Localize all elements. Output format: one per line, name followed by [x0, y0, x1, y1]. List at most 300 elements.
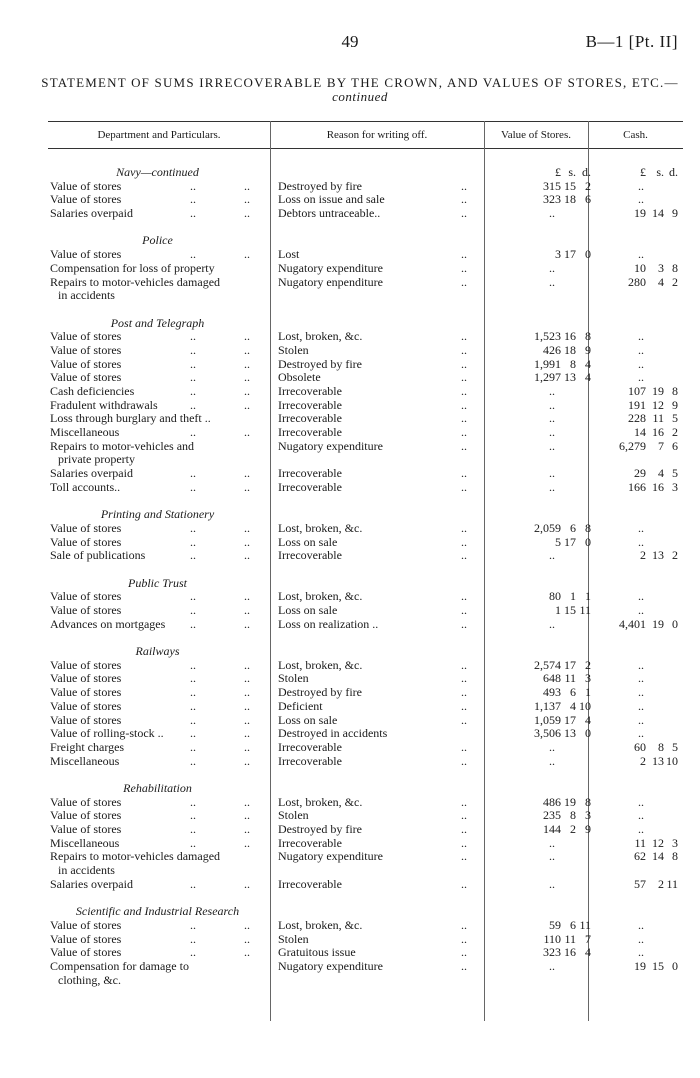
nil-dots: ..: [549, 876, 555, 891]
row-spacer: [0, 303, 700, 317]
table-row: [0, 536, 700, 550]
amount-pounds: 29: [634, 466, 646, 481]
amount-pounds: 191: [628, 397, 646, 412]
row-particulars: Miscellaneous .. ..: [50, 753, 250, 768]
row-particulars: Value of stores .. ..: [50, 822, 250, 836]
table-row: [0, 385, 700, 399]
table-row: [0, 180, 700, 194]
row-reason: Stolen ..: [278, 931, 467, 946]
row-reason: Destroyed by fire ..: [278, 178, 467, 193]
leader-dots: ..: [244, 671, 250, 686]
amount-pounds: 2,574: [534, 657, 561, 672]
leader-dots: ..: [190, 247, 196, 262]
amount-shillings: 4: [658, 274, 664, 289]
amount-pence: 7: [585, 931, 591, 946]
nil-dots: ..: [638, 247, 644, 262]
page-number: 49: [341, 32, 359, 51]
row-reason: Destroyed by fire ..: [278, 822, 467, 836]
row-reason: Irrecoverable ..: [278, 425, 467, 440]
leader-dots: ..: [190, 589, 196, 604]
row-reason: Lost, broken, &c. ..: [278, 329, 467, 344]
section-label: Police: [142, 233, 173, 248]
amount-shillings: 8: [570, 808, 576, 823]
amount-pounds: 144: [543, 822, 561, 836]
amount-pounds: 315: [543, 178, 561, 193]
amount-pence: 4: [585, 370, 591, 385]
row-particulars: Value of stores .. ..: [50, 329, 250, 344]
amount-pounds: 5: [555, 534, 561, 549]
row-particulars: Fradulent withdrawals .. ..: [50, 397, 250, 412]
amount-pounds: 59: [549, 917, 561, 932]
leader-dots: ..: [190, 917, 196, 932]
page-title: [40, 76, 680, 104]
amount-pence: 0: [672, 616, 678, 631]
leader-dots: ..: [190, 822, 196, 836]
row-particulars: Value of stores .. ..: [50, 520, 250, 535]
row-reason: Irrecoverable ..: [278, 397, 467, 412]
nil-dots: ..: [549, 753, 555, 768]
leader-dots: ..: [244, 370, 250, 385]
amount-pounds: 2,059: [534, 520, 561, 535]
leader-dots: ..: [244, 178, 250, 193]
table-row: [0, 276, 700, 290]
row-particulars: Value of stores .. ..: [50, 698, 250, 713]
nil-dots: ..: [638, 822, 644, 836]
row-reason: Irrecoverable ..: [278, 466, 467, 481]
header-reason: Reason for writing off.: [326, 129, 428, 141]
leader-dots: ..: [461, 438, 467, 453]
amount-pence: 5: [672, 466, 678, 481]
amount-shillings: 8: [570, 356, 576, 371]
amount-pounds: 1: [555, 603, 561, 617]
nil-dots: ..: [638, 192, 644, 207]
amount-pence: 1: [585, 685, 591, 700]
nil-dots: ..: [638, 329, 644, 344]
section-heading: [0, 166, 700, 180]
amount-shillings: 4: [570, 698, 576, 713]
leader-dots: ..: [461, 397, 467, 412]
leader-dots: ..: [244, 657, 250, 672]
header-cash: Cash.: [623, 129, 648, 141]
nil-dots: ..: [549, 384, 555, 398]
page-reference: B—1 [Pt. II]: [585, 32, 678, 51]
table-row: [0, 522, 700, 536]
amount-pence: 8: [585, 329, 591, 344]
amount-pence: 3: [585, 671, 591, 686]
leader-dots: ..: [244, 917, 250, 932]
table-row: [0, 960, 700, 974]
leader-dots: ..: [244, 425, 250, 440]
row-spacer: [0, 495, 700, 509]
table-row: [0, 549, 700, 563]
table-row: [0, 590, 700, 604]
nil-dots: ..: [638, 178, 644, 193]
amount-pounds: 493: [543, 685, 561, 700]
leader-dots: ..: [190, 329, 196, 344]
leader-dots: ..: [461, 931, 467, 946]
leader-dots: ..: [244, 794, 250, 809]
title-main: STATEMENT OF SUMS IRRECOVERABLE BY THE CROWN, AND VALUES OF STORES, ETC.—: [41, 75, 679, 90]
section-heading: [0, 782, 700, 796]
amount-pounds: 3,506: [534, 726, 561, 741]
row-reason: Lost, broken, &c. ..: [278, 657, 467, 672]
amount-shillings: 16: [564, 329, 576, 344]
row-spacer: [0, 631, 700, 645]
section-heading: [0, 905, 700, 919]
row-particulars: Freight charges .. ..: [50, 739, 250, 754]
nil-dots: ..: [638, 726, 644, 741]
nil-dots: ..: [638, 520, 644, 535]
row-reason: Irrecoverable ..: [278, 411, 467, 426]
amount-pence: 5: [672, 411, 678, 426]
section-label: Post and Telegraph: [110, 315, 205, 330]
row-reason: Nugatory expenditure ..: [278, 958, 467, 973]
leader-dots: ..: [461, 685, 467, 700]
row-particulars: Value of stores .. ..: [50, 534, 250, 549]
table-row: [0, 878, 700, 892]
amount-pence: 5: [672, 739, 678, 754]
amount-pence: 10: [579, 698, 591, 713]
table-row: [0, 741, 700, 755]
row-reason: Lost, broken, &c. ..: [278, 589, 467, 604]
amount-shillings: 13: [564, 726, 576, 741]
section-heading: [0, 645, 700, 659]
nil-dots: ..: [638, 685, 644, 700]
leader-dots: ..: [461, 411, 467, 426]
leader-dots: ..: [461, 356, 467, 371]
leader-dots: ..: [461, 178, 467, 193]
amount-pounds: 62: [634, 849, 646, 864]
leader-dots: ..: [244, 753, 250, 768]
section-label: Printing and Stationery: [100, 507, 215, 522]
leader-dots: ..: [461, 876, 467, 891]
table-row: [0, 700, 700, 714]
amount-pounds: 19: [634, 206, 646, 221]
table-row: [0, 919, 700, 933]
row-particulars: clothing, &c.: [58, 972, 121, 987]
amount-shillings: 15: [652, 958, 664, 973]
row-reason: Loss on issue and sale ..: [278, 192, 467, 207]
leader-dots: ..: [190, 397, 196, 412]
leader-dots: ..: [461, 958, 467, 973]
leader-dots: ..: [190, 603, 196, 617]
leader-dots: ..: [244, 329, 250, 344]
leader-dots: ..: [190, 520, 196, 535]
leader-dots: ..: [461, 603, 467, 617]
row-particulars: Value of stores .. ..: [50, 247, 250, 262]
leader-dots: ..: [190, 384, 196, 398]
amount-pounds: 2: [640, 548, 646, 563]
title-suffix: continued: [332, 89, 388, 104]
amount-pounds: 1,523: [534, 329, 561, 344]
row-particulars: Advances on mortgages .. ..: [50, 616, 250, 631]
row-reason: Loss on sale ..: [278, 603, 467, 617]
row-particulars: Repairs to motor-vehicles and: [50, 438, 195, 453]
table-row: [0, 344, 700, 358]
amount-shillings: 17: [564, 657, 576, 672]
amount-pounds: 486: [543, 794, 561, 809]
table-row: [0, 330, 700, 344]
nil-dots: ..: [549, 958, 555, 973]
row-particulars: Salaries overpaid .. ..: [50, 206, 250, 221]
amount-shillings: 19: [652, 616, 664, 631]
amount-pounds: 166: [628, 479, 646, 494]
amount-shillings: 12: [652, 835, 664, 850]
leader-dots: ..: [190, 616, 196, 631]
nil-dots: ..: [549, 274, 555, 289]
row-particulars: Value of stores .. ..: [50, 685, 250, 700]
leader-dots: ..: [461, 835, 467, 850]
leader-dots: ..: [461, 206, 467, 221]
amount-pounds: 1,991: [534, 356, 561, 371]
amount-pence: 1: [585, 589, 591, 604]
leader-dots: ..: [461, 274, 467, 289]
leader-dots: ..: [244, 466, 250, 481]
table-row: [0, 974, 700, 988]
amount-shillings: 1: [570, 589, 576, 604]
row-reason: Irrecoverable ..: [278, 753, 467, 768]
table-row: [0, 823, 700, 837]
amount-pounds: 235: [543, 808, 561, 823]
nil-dots: ..: [638, 589, 644, 604]
leader-dots: ..: [190, 739, 196, 754]
leader-dots: ..: [461, 794, 467, 809]
nil-dots: ..: [638, 356, 644, 371]
amount-shillings: 7: [658, 438, 664, 453]
leader-dots: ..: [190, 698, 196, 713]
amount-pounds: 1,059: [534, 712, 561, 727]
row-particulars: Salaries overpaid .. ..: [50, 466, 250, 481]
leader-dots: ..: [461, 698, 467, 713]
row-particulars: Miscellaneous .. ..: [50, 835, 250, 850]
amount-pence: 2: [585, 178, 591, 193]
row-reason: Lost ..: [278, 247, 467, 262]
amount-pounds: 10: [634, 260, 646, 275]
amount-shillings: 13: [564, 370, 576, 385]
leader-dots: ..: [244, 356, 250, 371]
leader-dots: ..: [190, 685, 196, 700]
amount-pence: 9: [672, 206, 678, 221]
amount-pounds: 3: [555, 247, 561, 262]
leader-dots: ..: [244, 712, 250, 727]
amount-shillings: 18: [564, 192, 576, 207]
nil-dots: ..: [638, 917, 644, 932]
leader-dots: ..: [461, 808, 467, 823]
leader-dots: ..: [190, 425, 196, 440]
table-row: [0, 864, 700, 878]
leader-dots: ..: [190, 370, 196, 385]
amount-shillings: 2: [658, 876, 664, 891]
amount-pounds: 228: [628, 411, 646, 426]
leader-dots: ..: [461, 616, 467, 631]
leader-dots: ..: [190, 479, 196, 494]
amount-pence: 2: [672, 425, 678, 440]
leader-dots: ..: [190, 794, 196, 809]
leader-dots: ..: [461, 822, 467, 836]
row-particulars: Value of stores .. ..: [50, 657, 250, 672]
row-particulars: Value of rolling-stock .. .. ..: [50, 726, 250, 741]
table-row: [0, 796, 700, 810]
table-row: [0, 946, 700, 960]
leader-dots: ..: [461, 589, 467, 604]
row-particulars: Value of stores .. ..: [50, 917, 250, 932]
leader-dots: ..: [461, 260, 467, 275]
leader-dots: ..: [244, 945, 250, 960]
leader-dots: ..: [244, 616, 250, 631]
amount-pence: 10: [666, 753, 678, 768]
leader-dots: ..: [244, 192, 250, 207]
amount-pence: 9: [585, 822, 591, 836]
nil-dots: ..: [638, 370, 644, 385]
nil-dots: ..: [638, 808, 644, 823]
amount-pence: 4: [585, 945, 591, 960]
leader-dots: ..: [461, 945, 467, 960]
leader-dots: ..: [244, 520, 250, 535]
nil-dots: ..: [638, 712, 644, 727]
leader-dots: ..: [190, 657, 196, 672]
amount-pence: 2: [585, 657, 591, 672]
table-row: [0, 850, 700, 864]
amount-pence: 11: [579, 603, 591, 617]
amount-pounds: 426: [543, 342, 561, 357]
nil-dots: ..: [549, 835, 555, 850]
table-row: [0, 837, 700, 851]
leader-dots: ..: [190, 548, 196, 563]
amount-pence: 11: [666, 876, 678, 891]
leader-dots: ..: [244, 342, 250, 357]
amount-shillings: 17: [564, 534, 576, 549]
table-row: [0, 933, 700, 947]
leader-dots: ..: [244, 739, 250, 754]
leader-dots: ..: [190, 876, 196, 891]
table-row: [0, 604, 700, 618]
leader-dots: ..: [190, 931, 196, 946]
amount-shillings: 6: [570, 917, 576, 932]
row-particulars: Value of stores .. ..: [50, 370, 250, 385]
section-label: Public Trust: [127, 575, 187, 590]
leader-dots: ..: [461, 192, 467, 207]
amount-pounds: 60: [634, 739, 646, 754]
amount-shillings: 12: [652, 397, 664, 412]
table-row: [0, 686, 700, 700]
row-reason: Lost, broken, &c. ..: [278, 794, 467, 809]
leader-dots: ..: [190, 753, 196, 768]
nil-dots: ..: [638, 671, 644, 686]
amount-shillings: 11: [652, 411, 664, 426]
amount-pounds: 323: [543, 192, 561, 207]
row-particulars: Cash deficiencies .. ..: [50, 384, 250, 398]
leader-dots: ..: [190, 342, 196, 357]
amount-shillings: 13: [652, 753, 664, 768]
amount-pounds: 11: [634, 835, 646, 850]
leader-dots: ..: [244, 247, 250, 262]
amount-shillings: 13: [652, 548, 664, 563]
leader-dots: ..: [461, 425, 467, 440]
table-row: [0, 207, 700, 221]
amount-shillings: 18: [564, 342, 576, 357]
nil-dots: ..: [549, 397, 555, 412]
leader-dots: ..: [244, 685, 250, 700]
leader-dots: ..: [461, 247, 467, 262]
amount-pounds: 1,137: [534, 698, 561, 713]
amount-shillings: 17: [564, 247, 576, 262]
nil-dots: ..: [549, 206, 555, 221]
section-label: Scientific and Industrial Research: [75, 904, 240, 919]
header-particulars: Department and Particulars.: [97, 129, 221, 141]
row-particulars: Value of stores .. ..: [50, 931, 250, 946]
amount-shillings: 15: [564, 603, 576, 617]
amount-pence: 3: [585, 808, 591, 823]
row-particulars: Toll accounts.. .. ..: [50, 479, 250, 494]
leader-dots: ..: [190, 671, 196, 686]
leader-dots: ..: [244, 548, 250, 563]
table-row: [0, 672, 700, 686]
table-row: [0, 618, 700, 632]
amount-shillings: 2: [570, 822, 576, 836]
amount-pounds: 110: [543, 931, 561, 946]
leader-dots: ..: [461, 384, 467, 398]
leader-dots: ..: [461, 657, 467, 672]
table-row: [0, 399, 700, 413]
nil-dots: ..: [638, 931, 644, 946]
amount-pence: 3: [672, 835, 678, 850]
row-particulars: Loss through burglary and theft ..: [50, 411, 211, 426]
leader-dots: ..: [461, 534, 467, 549]
row-reason: Gratuitous issue ..: [278, 945, 467, 960]
leader-dots: ..: [190, 206, 196, 221]
row-reason: Irrecoverable ..: [278, 384, 467, 398]
leader-dots: ..: [244, 931, 250, 946]
amount-pence: 0: [585, 534, 591, 549]
row-particulars: Value of stores .. ..: [50, 712, 250, 727]
table-row: [0, 714, 700, 728]
row-particulars: Compensation for damage to: [50, 958, 189, 973]
unit-shilling: s.: [568, 165, 576, 179]
table-row: [0, 262, 700, 276]
row-reason: Loss on sale ..: [278, 712, 467, 727]
section-label: Rehabilitation: [123, 780, 192, 795]
amount-pounds: 4,401: [619, 616, 646, 631]
amount-shillings: 14: [652, 849, 664, 864]
leader-dots: ..: [244, 822, 250, 836]
nil-dots: ..: [638, 945, 644, 960]
table-row: [0, 481, 700, 495]
leader-dots: ..: [461, 520, 467, 535]
amount-shillings: 16: [564, 945, 576, 960]
amount-shillings: 19: [564, 794, 576, 809]
amount-shillings: 11: [564, 671, 576, 686]
nil-dots: ..: [549, 411, 555, 426]
leader-dots: ..: [190, 835, 196, 850]
row-particulars: Compensation for loss of property: [50, 260, 215, 275]
row-reason: Obsolete ..: [278, 370, 467, 385]
row-particulars: Value of stores .. ..: [50, 808, 250, 823]
row-particulars: Sale of publications .. ..: [50, 548, 250, 563]
leader-dots: ..: [461, 342, 467, 357]
leader-dots: ..: [461, 479, 467, 494]
amount-pence: 8: [585, 520, 591, 535]
leader-dots: ..: [461, 466, 467, 481]
row-reason: Irrecoverable ..: [278, 739, 467, 754]
amount-pence: 6: [672, 438, 678, 453]
amount-pence: 0: [585, 726, 591, 741]
table-row: [0, 289, 700, 303]
row-particulars: Value of stores .. ..: [50, 178, 250, 193]
leader-dots: ..: [461, 753, 467, 768]
table-row: [0, 755, 700, 769]
row-reason: Loss on realization .. ..: [278, 616, 467, 631]
amount-pounds: 2: [640, 753, 646, 768]
